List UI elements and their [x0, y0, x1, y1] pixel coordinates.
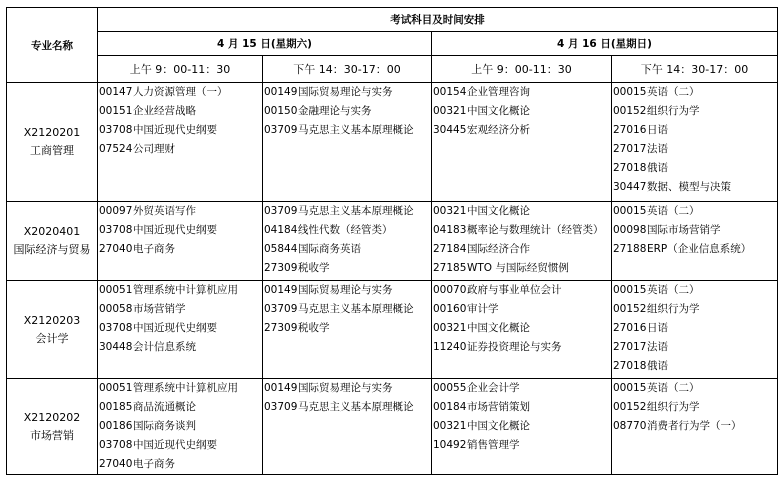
subject-name: 政府与事业单位会计	[467, 284, 562, 296]
subject-name: 日语	[647, 322, 668, 334]
subject-item	[612, 83, 777, 102]
subject-item	[612, 338, 777, 357]
subject-name: 英语（二）	[647, 86, 700, 98]
subject-name: 国际贸易理论与实务	[298, 382, 393, 394]
subject-name: 概率论与数理统计（经管类）	[467, 224, 604, 236]
subject-name: 国际贸易理论与实务	[298, 284, 393, 296]
subject-code: 27040	[99, 243, 133, 255]
subject-name: 国际市场营销学	[647, 224, 721, 236]
major-code: X2120201	[23, 126, 81, 139]
subject-code: 00152	[613, 401, 647, 413]
subject-name: 中国文化概论	[467, 420, 530, 432]
subject-name: 证券投资理论与实务	[467, 341, 562, 353]
subject-name: 马克思主义基本原理概论	[298, 303, 414, 315]
subject-item	[98, 240, 262, 259]
subject-name: 税收学	[298, 262, 330, 274]
subject-name: ERP（企业信息系统）	[647, 243, 752, 255]
subject-item	[98, 338, 262, 357]
subject-name: 马克思主义基本原理概论	[298, 401, 414, 413]
subject-item	[98, 300, 262, 319]
subject-name: 市场营销策划	[467, 401, 530, 413]
subject-name: 中国文化概论	[467, 322, 530, 334]
subject-name: 宏观经济分析	[467, 124, 530, 136]
subject-item	[263, 281, 431, 300]
subject-name: 中国近现代史纲要	[133, 439, 217, 451]
subject-item	[432, 83, 611, 102]
subject-code: 11240	[433, 341, 467, 353]
subject-code: 00321	[433, 322, 467, 334]
session-cell	[612, 83, 778, 202]
subject-name: 俄语	[647, 162, 668, 174]
subject-item	[432, 102, 611, 121]
subject-code: 00149	[264, 86, 298, 98]
major-cell	[7, 202, 98, 281]
subject-name: 组织行为学	[647, 105, 700, 117]
subject-code: 00015	[613, 205, 647, 217]
subject-code: 27017	[613, 143, 647, 155]
subject-code: 00149	[264, 382, 298, 394]
subject-item	[612, 102, 777, 121]
subject-code: 03709	[264, 401, 298, 413]
exam-schedule-table	[6, 7, 778, 475]
subject-code: 00321	[433, 205, 467, 217]
major-header: 专业名称	[7, 8, 98, 83]
subject-item	[432, 221, 611, 240]
session-cell	[98, 202, 263, 281]
session-cell	[263, 379, 432, 475]
subject-code: 00051	[99, 382, 133, 394]
session-cell	[98, 83, 263, 202]
subject-item	[612, 398, 777, 417]
subject-name: 审计学	[467, 303, 499, 315]
subject-code: 03708	[99, 124, 133, 136]
subject-code: 00015	[613, 284, 647, 296]
subject-item	[263, 379, 431, 398]
subject-code: 00098	[613, 224, 647, 236]
subject-code: 03709	[264, 124, 298, 136]
subject-item	[98, 281, 262, 300]
subject-name: 中国近现代史纲要	[133, 124, 217, 136]
subject-code: 00149	[264, 284, 298, 296]
subject-item	[612, 140, 777, 159]
subject-item	[612, 240, 777, 259]
subject-item	[432, 300, 611, 319]
subject-item	[98, 102, 262, 121]
subject-name: 企业会计学	[467, 382, 520, 394]
subject-code: 00150	[264, 105, 298, 117]
session-cell	[263, 281, 432, 379]
subject-item	[612, 159, 777, 178]
subject-item	[432, 121, 611, 140]
subject-item	[432, 319, 611, 338]
subject-code: 03709	[264, 205, 298, 217]
subject-item	[432, 202, 611, 221]
subject-name: 国际商务英语	[298, 243, 361, 255]
subject-item	[432, 240, 611, 259]
subject-name: 市场营销学	[133, 303, 186, 315]
subject-code: 27185	[433, 262, 467, 274]
subject-name: 人力资源管理（一）	[133, 86, 228, 98]
subject-name: 金融理论与实务	[298, 105, 372, 117]
subject-code: 27016	[613, 124, 647, 136]
subject-code: 00321	[433, 420, 467, 432]
major-name: 国际经济与贸易	[13, 243, 91, 256]
major-cell	[7, 379, 98, 475]
subject-code: 00185	[99, 401, 133, 413]
subject-item	[612, 417, 777, 436]
subject-name: 商品流通概论	[133, 401, 196, 413]
subject-item	[612, 379, 777, 398]
subject-item	[612, 357, 777, 376]
subject-item	[98, 83, 262, 102]
subject-item	[432, 259, 611, 278]
subject-item	[263, 259, 431, 278]
subject-code: 03708	[99, 322, 133, 334]
subject-code: 00097	[99, 205, 133, 217]
major-cell	[7, 83, 98, 202]
subject-name: 税收学	[298, 322, 330, 334]
session-cell	[612, 281, 778, 379]
session-cell	[612, 379, 778, 475]
subject-code: 30445	[433, 124, 467, 136]
subject-name: 俄语	[647, 360, 668, 372]
major-row	[7, 83, 778, 202]
subject-item	[263, 398, 431, 417]
subject-name: 会计信息系统	[133, 341, 196, 353]
subject-name: 英语（二）	[647, 205, 700, 217]
subject-code: 00015	[613, 86, 647, 98]
subject-code: 27188	[613, 243, 647, 255]
major-cell	[7, 281, 98, 379]
session-cell	[432, 379, 612, 475]
subject-name: 国际贸易理论与实务	[298, 86, 393, 98]
subject-code: 03708	[99, 439, 133, 451]
subject-code: 00151	[99, 105, 133, 117]
subject-name: 管理系统中计算机应用	[133, 382, 238, 394]
subject-code: 27309	[264, 262, 298, 274]
subject-item	[263, 221, 431, 240]
subject-code: 03708	[99, 224, 133, 236]
subject-item	[98, 455, 262, 474]
subject-name: 线性代数（经管类）	[298, 224, 393, 236]
subject-item	[263, 202, 431, 221]
major-row	[7, 281, 778, 379]
subject-item	[432, 338, 611, 357]
subject-name: 电子商务	[133, 243, 175, 255]
subject-name: 企业管理咨询	[467, 86, 530, 98]
subject-name: 中国近现代史纲要	[133, 224, 217, 236]
major-code: X2120203	[23, 313, 81, 327]
subject-item	[98, 436, 262, 455]
subject-item	[612, 178, 777, 197]
subject-item	[263, 83, 431, 102]
subject-name: 日语	[647, 124, 668, 136]
day-header-2: 4 月 16 日(星期日)	[432, 32, 778, 56]
subject-code: 00184	[433, 401, 467, 413]
subject-item	[98, 140, 262, 159]
subject-code: 00152	[613, 105, 647, 117]
subject-name: 英语（二）	[647, 382, 700, 394]
subject-name: 外贸英语写作	[133, 205, 196, 217]
subject-code: 27018	[613, 162, 647, 174]
subject-name: 英语（二）	[647, 284, 700, 296]
subject-name: 马克思主义基本原理概论	[298, 205, 414, 217]
subject-name: 中国近现代史纲要	[133, 322, 217, 334]
subject-code: 03709	[264, 303, 298, 315]
major-name: 市场营销	[30, 428, 74, 442]
subject-code: 00058	[99, 303, 133, 315]
subject-name: 组织行为学	[647, 303, 700, 315]
session-cell	[612, 202, 778, 281]
subject-code: 05844	[264, 243, 298, 255]
subject-code: 30447	[613, 181, 647, 193]
subject-item	[432, 436, 611, 455]
session-header: 下午 14：30-17：00	[612, 56, 778, 83]
subject-item	[98, 121, 262, 140]
session-cell	[432, 83, 612, 202]
subject-item	[432, 379, 611, 398]
subject-code: 27016	[613, 322, 647, 334]
subject-name: 管理系统中计算机应用	[133, 284, 238, 296]
subject-name: 中国文化概论	[467, 105, 530, 117]
subject-name: 企业经营战略	[133, 105, 196, 117]
subject-code: 00015	[613, 382, 647, 394]
session-header: 下午 14：30-17：00	[263, 56, 432, 83]
subject-name: 组织行为学	[647, 401, 700, 413]
session-cell	[432, 202, 612, 281]
major-code: X2120202	[23, 410, 81, 424]
subject-item	[612, 281, 777, 300]
session-cell	[263, 83, 432, 202]
subject-item	[612, 121, 777, 140]
session-cell	[98, 379, 263, 475]
session-cell	[98, 281, 263, 379]
subject-code: 00154	[433, 86, 467, 98]
subject-name: WTO 与国际经贸惯例	[467, 262, 569, 274]
subject-code: 00160	[433, 303, 467, 315]
subject-item	[263, 300, 431, 319]
subject-item	[98, 398, 262, 417]
schedule-title: 考试科目及时间安排	[98, 8, 778, 32]
major-name: 会计学	[35, 331, 69, 345]
schedule-body	[7, 83, 778, 475]
subject-item	[98, 319, 262, 338]
subject-name: 中国文化概论	[467, 205, 530, 217]
subject-code: 07524	[99, 143, 133, 155]
subject-code: 00070	[433, 284, 467, 296]
session-header: 上午 9：00-11：30	[98, 56, 263, 83]
subject-name: 马克思主义基本原理概论	[298, 124, 414, 136]
subject-code: 10492	[433, 439, 467, 451]
subject-name: 国际经济合作	[467, 243, 530, 255]
subject-code: 30448	[99, 341, 133, 353]
subject-item	[98, 379, 262, 398]
session-header: 上午 9：00-11：30	[432, 56, 612, 83]
subject-item	[612, 319, 777, 338]
subject-item	[98, 202, 262, 221]
subject-name: 电子商务	[133, 458, 175, 470]
subject-code: 04183	[433, 224, 467, 236]
subject-name: 国际商务谈判	[133, 420, 196, 432]
subject-name: 法语	[647, 143, 668, 155]
subject-code: 00321	[433, 105, 467, 117]
subject-code: 27040	[99, 458, 133, 470]
subject-item	[263, 102, 431, 121]
subject-name: 数据、模型与决策	[647, 181, 731, 193]
subject-name: 法语	[647, 341, 668, 353]
subject-name: 销售管理学	[467, 439, 520, 451]
subject-item	[98, 221, 262, 240]
subject-item	[263, 240, 431, 259]
subject-code: 04184	[264, 224, 298, 236]
session-cell	[263, 202, 432, 281]
subject-code: 27309	[264, 322, 298, 334]
subject-code: 00055	[433, 382, 467, 394]
major-row	[7, 379, 778, 475]
subject-item	[612, 300, 777, 319]
subject-code: 00051	[99, 284, 133, 296]
major-row	[7, 202, 778, 281]
subject-item	[98, 417, 262, 436]
day-header-1: 4 月 15 日(星期六)	[98, 32, 432, 56]
subject-code: 00147	[99, 86, 133, 98]
subject-item	[432, 417, 611, 436]
subject-code: 08770	[613, 420, 647, 432]
subject-name: 消费者行为学（一）	[647, 420, 742, 432]
subject-code: 00186	[99, 420, 133, 432]
session-cell	[432, 281, 612, 379]
subject-item	[432, 398, 611, 417]
subject-code: 27184	[433, 243, 467, 255]
subject-item	[432, 281, 611, 300]
subject-code: 27017	[613, 341, 647, 353]
subject-item	[612, 221, 777, 240]
subject-name: 公司理财	[133, 143, 175, 155]
subject-code: 00152	[613, 303, 647, 315]
subject-code: 27018	[613, 360, 647, 372]
major-code: X2020401	[23, 225, 81, 238]
subject-item	[612, 202, 777, 221]
major-name: 工商管理	[30, 144, 74, 157]
subject-item	[263, 121, 431, 140]
subject-item	[263, 319, 431, 338]
